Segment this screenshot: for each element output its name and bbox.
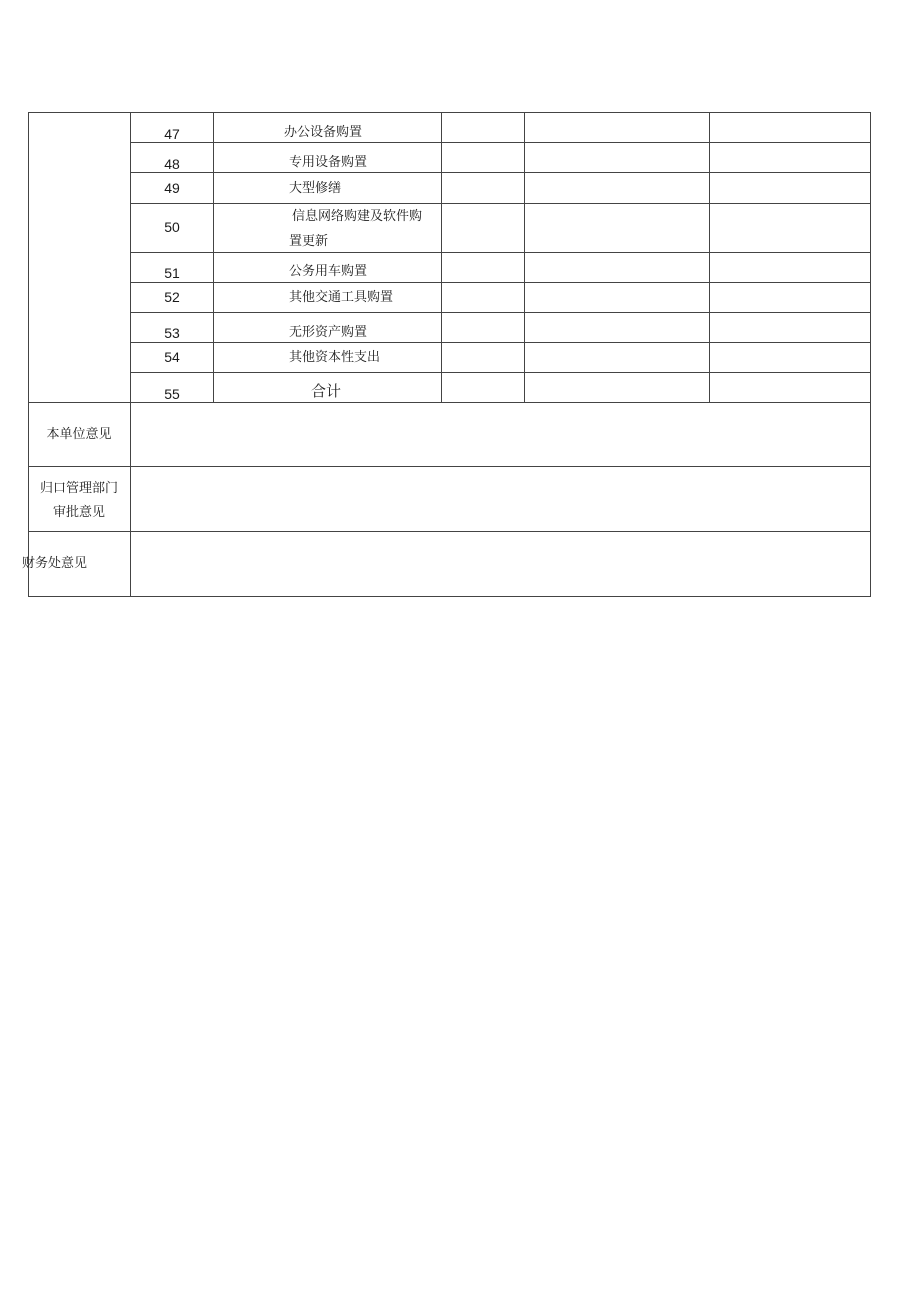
- row-divider: [130, 203, 871, 204]
- finance-opinion-text: 财务处意见: [22, 556, 88, 571]
- item-name: 无形资产购置: [289, 325, 368, 340]
- row-number: 55: [164, 386, 180, 402]
- dept-approval-line2: 审批意见: [52, 505, 105, 520]
- row-number: 51: [164, 265, 180, 281]
- row-divider: [130, 252, 871, 253]
- row-divider: [130, 342, 871, 343]
- table-right-border: [870, 112, 871, 597]
- unit-opinion-text: 本单位意见: [46, 427, 112, 442]
- row-number: 53: [164, 325, 180, 341]
- table-top-border: [28, 112, 871, 113]
- item-name: 大型修缮: [289, 181, 342, 196]
- table-bottom-border: [28, 596, 871, 597]
- item-name: 其他交通工具购置: [289, 290, 394, 305]
- row-divider: [130, 372, 871, 373]
- item-name-line1: 信息网络购建及软件购: [292, 209, 423, 224]
- row-divider: [130, 172, 871, 173]
- finance-opinion-field[interactable]: [131, 532, 870, 596]
- column-divider: [709, 112, 710, 403]
- row-divider: [130, 282, 871, 283]
- item-name: 公务用车购置: [289, 264, 368, 279]
- unit-opinion-field[interactable]: [131, 403, 870, 466]
- row-number: 47: [164, 126, 180, 142]
- item-name: 其他资本性支出: [289, 350, 381, 365]
- row-number: 48: [164, 156, 180, 172]
- item-name: 办公设备购置: [284, 125, 363, 140]
- row-number: 49: [164, 180, 180, 196]
- dept-approval-label: [28, 477, 130, 525]
- dept-approval-field[interactable]: [131, 467, 870, 531]
- unit-opinion-label: [28, 423, 130, 447]
- dept-approval-line1: 归口管理部门: [39, 481, 118, 496]
- row-divider: [130, 142, 871, 143]
- column-divider: [524, 112, 525, 403]
- row-divider: [130, 312, 871, 313]
- total-label: 合计: [311, 382, 342, 400]
- item-name-line2: 置更新: [289, 234, 329, 249]
- row-number: 52: [164, 289, 180, 305]
- finance-opinion-label: [22, 552, 124, 576]
- column-divider: [441, 112, 442, 403]
- item-name: 专用设备购置: [289, 155, 368, 170]
- row-number: 50: [164, 219, 180, 235]
- row-number: 54: [164, 349, 180, 365]
